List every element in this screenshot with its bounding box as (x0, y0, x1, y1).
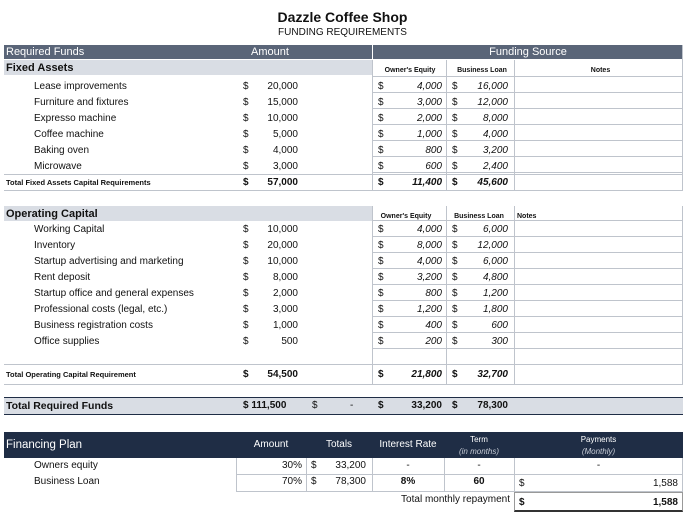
fixed-row-owner: 3,000 (416, 97, 442, 108)
page-title: Dazzle Coffee Shop (277, 9, 408, 25)
fixed-total-loan: 45,600 (477, 177, 508, 188)
fixed-row-loan: 16,000 (477, 81, 508, 92)
operating-row-amount: 10,000 (267, 224, 298, 235)
grand-total-amount: $ 111,500 (243, 400, 287, 411)
operating-total-amount: 54,500 (267, 369, 298, 380)
fixed-row-label: Furniture and fixtures (34, 97, 129, 108)
operating-row-label: Rent deposit (34, 272, 91, 283)
operating-row-currency: $ (243, 320, 249, 331)
operating-row-currency: $ (243, 256, 249, 267)
financing-row-rate: 8% (400, 476, 416, 487)
operating-capital-heading: Operating Capital (6, 208, 98, 220)
operating-row-label: Professional costs (legal, etc.) (34, 304, 168, 315)
operating-row-loan: 300 (491, 336, 508, 347)
operating-row-amount: 10,000 (267, 256, 298, 267)
fixed-row-amount: 5,000 (272, 129, 298, 140)
fixed-row-loan-currency: $ (452, 113, 458, 124)
grand-total-loan-cur: $ (452, 400, 458, 411)
operating-row-currency: $ (243, 304, 249, 315)
operating-total-owner: 21,800 (411, 369, 442, 380)
financing-row-pct: 30% (281, 460, 302, 471)
operating-row-loan: 4,800 (482, 272, 508, 283)
fixed-row-currency: $ (243, 129, 249, 140)
fixed-row-amount: 10,000 (267, 113, 298, 124)
operating-row-amount: 8,000 (272, 272, 298, 283)
fin-amount-col: Amount (253, 439, 289, 450)
fixed-row-owner-currency: $ (378, 145, 384, 156)
financing-row-label: Business Loan (34, 476, 100, 487)
grand-total-label: Total Required Funds (6, 400, 114, 412)
operating-row-owner: 4,000 (416, 256, 442, 267)
operating-row-owner-currency: $ (378, 224, 384, 235)
operating-row-currency: $ (243, 240, 249, 251)
fixed-row-loan: 2,400 (482, 161, 508, 172)
operating-row-owner-currency: $ (378, 320, 384, 331)
operating-row-owner: 8,000 (416, 240, 442, 251)
fixed-row-amount: 20,000 (267, 81, 298, 92)
operating-row-loan-currency: $ (452, 336, 458, 347)
operating-row-amount: 20,000 (267, 240, 298, 251)
required-funds-heading: Required Funds (6, 46, 85, 58)
operating-row-currency: $ (243, 272, 249, 283)
fixed-row-label: Microwave (34, 161, 82, 172)
fixed-assets-heading: Fixed Assets (6, 62, 74, 74)
fixed-row-loan-currency: $ (452, 161, 458, 172)
repayment-value: 1,588 (652, 497, 678, 508)
operating-row-label: Inventory (34, 240, 76, 251)
operating-row-amount: 3,000 (272, 304, 298, 315)
operating-row-owner-currency: $ (378, 336, 384, 347)
fixed-row-loan-currency: $ (452, 145, 458, 156)
fixed-row-owner: 600 (425, 161, 442, 172)
fixed-row-amount: 4,000 (272, 145, 298, 156)
fixed-row-label: Lease improvements (34, 81, 127, 92)
operating-row-label: Business registration costs (34, 320, 153, 331)
operating-row-owner-currency: $ (378, 240, 384, 251)
fixed-row-amount: 3,000 (272, 161, 298, 172)
fin-rate-col: Interest Rate (379, 439, 437, 450)
fixed-row-currency: $ (243, 145, 249, 156)
fixed-total-label: Total Fixed Assets Capital Requirements (6, 178, 151, 187)
financing-row-currency: $ (311, 460, 317, 471)
operating-row-owner: 3,200 (416, 272, 442, 283)
operating-row-owner-currency: $ (378, 304, 384, 315)
financing-row-total: 78,300 (335, 476, 366, 487)
financing-row-payment: 1,588 (652, 478, 678, 489)
operating-row-loan: 6,000 (482, 224, 508, 235)
operating-row-owner: 400 (425, 320, 442, 331)
fin-term-col: Term (470, 435, 488, 444)
operating-row-amount: 500 (281, 336, 298, 347)
financing-row-payment: - (596, 460, 601, 471)
financing-row-currency: $ (311, 476, 317, 487)
repayment-cur: $ (519, 497, 525, 508)
operating-total-owner-currency: $ (378, 369, 384, 380)
fixed-total-owner: 11,400 (412, 177, 442, 188)
operating-row-owner: 800 (425, 288, 442, 299)
fixed-row-amount: 15,000 (267, 97, 298, 108)
operating-row-amount: 2,000 (272, 288, 298, 299)
fixed-row-label: Baking oven (34, 145, 90, 156)
operating-total-currency: $ (243, 369, 249, 380)
financing-row-total: 33,200 (335, 460, 366, 471)
fixed-row-owner: 800 (425, 145, 442, 156)
fixed-row-loan-currency: $ (452, 129, 458, 140)
fixed-total-owner-currency: $ (378, 177, 384, 188)
fixed-row-owner-currency: $ (378, 129, 384, 140)
financing-row-pct: 70% (281, 476, 302, 487)
page-subtitle: FUNDING REQUIREMENTS (278, 27, 407, 38)
operating-row-loan-currency: $ (452, 256, 458, 267)
operating-row-loan-currency: $ (452, 304, 458, 315)
fixed-row-loan: 4,000 (482, 129, 508, 140)
fixed-row-loan: 12,000 (477, 97, 508, 108)
operating-row-loan-currency: $ (452, 272, 458, 283)
fixed-row-currency: $ (243, 97, 249, 108)
fixed-row-currency: $ (243, 161, 249, 172)
fixed-row-label: Coffee machine (34, 129, 104, 140)
fixed-row-loan: 8,000 (482, 113, 508, 124)
fin-totals-col: Totals (325, 439, 353, 450)
operating-row-owner-currency: $ (378, 272, 384, 283)
amount-heading: Amount (251, 46, 289, 58)
fixed-row-owner: 1,000 (416, 129, 442, 140)
fin-term-sub: (in months) (458, 447, 499, 456)
fixed-row-owner: 2,000 (416, 113, 442, 124)
op-owner-col: Owner's Equity (380, 213, 432, 220)
operating-total-loan: 32,700 (477, 369, 508, 380)
fixed-owner-col: Owner's Equity (384, 67, 436, 74)
fixed-row-currency: $ (243, 81, 249, 92)
operating-row-loan-currency: $ (452, 288, 458, 299)
op-loan-col: Business Loan (454, 213, 504, 220)
fixed-row-loan-currency: $ (452, 81, 458, 92)
operating-row-amount: 1,000 (272, 320, 298, 331)
repayment-box (514, 492, 683, 512)
fin-payments-col: Payments (580, 435, 617, 444)
financing-row-label: Owners equity (34, 460, 98, 471)
repayment-label: Total monthly repayment (401, 494, 510, 505)
operating-row-owner: 200 (425, 336, 442, 347)
fixed-total-loan-currency: $ (452, 177, 458, 188)
grand-total-dash: - (350, 400, 354, 411)
fixed-total-amount: 57,000 (267, 177, 298, 188)
fixed-row-owner: 4,000 (416, 81, 442, 92)
operating-row-label: Startup office and general expenses (34, 288, 194, 299)
fixed-loan-col: Business Loan (457, 67, 507, 74)
fixed-row-owner-currency: $ (378, 113, 384, 124)
operating-row-loan-currency: $ (452, 320, 458, 331)
fixed-row-currency: $ (243, 113, 249, 124)
operating-row-owner-currency: $ (378, 288, 384, 299)
fixed-row-loan-currency: $ (452, 97, 458, 108)
fixed-row-owner-currency: $ (378, 81, 384, 92)
grand-total-dollar: $ (312, 400, 318, 411)
operating-row-loan: 12,000 (477, 240, 508, 251)
operating-row-label: Office supplies (34, 336, 100, 347)
operating-row-label: Working Capital (34, 224, 105, 235)
fixed-row-loan: 3,200 (482, 145, 508, 156)
operating-row-owner-currency: $ (378, 256, 384, 267)
fixed-row-owner-currency: $ (378, 97, 384, 108)
grand-total-loan: 78,300 (477, 400, 508, 411)
financing-title: Financing Plan (6, 439, 83, 451)
operating-row-owner: 1,200 (416, 304, 442, 315)
funding-source-heading: Funding Source (489, 46, 567, 58)
op-notes-col: Notes (517, 213, 537, 220)
operating-total-loan-currency: $ (452, 369, 458, 380)
operating-row-currency: $ (243, 336, 249, 347)
financing-row-term: - (477, 460, 481, 471)
fixed-total-currency: $ (243, 177, 249, 188)
grand-total-owner-cur: $ (378, 400, 384, 411)
operating-row-label: Startup advertising and marketing (34, 256, 184, 267)
fixed-notes-col: Notes (590, 67, 611, 74)
operating-total-label: Total Operating Capital Requirement (6, 370, 136, 379)
financing-row-term: 60 (473, 476, 485, 487)
operating-row-currency: $ (243, 288, 249, 299)
grand-total-owner: 33,200 (411, 400, 442, 411)
fin-payments-sub: (Monthly) (581, 447, 616, 456)
fixed-row-owner-currency: $ (378, 161, 384, 172)
operating-row-currency: $ (243, 224, 249, 235)
financing-row-rate: - (406, 460, 410, 471)
operating-row-loan: 600 (491, 320, 508, 331)
operating-row-loan-currency: $ (452, 224, 458, 235)
operating-row-loan: 6,000 (482, 256, 508, 267)
operating-row-loan: 1,800 (482, 304, 508, 315)
financing-row-payment-currency: $ (519, 478, 525, 489)
fixed-row-label: Expresso machine (34, 113, 117, 124)
operating-row-loan-currency: $ (452, 240, 458, 251)
operating-row-loan: 1,200 (482, 288, 508, 299)
operating-row-owner: 4,000 (416, 224, 442, 235)
